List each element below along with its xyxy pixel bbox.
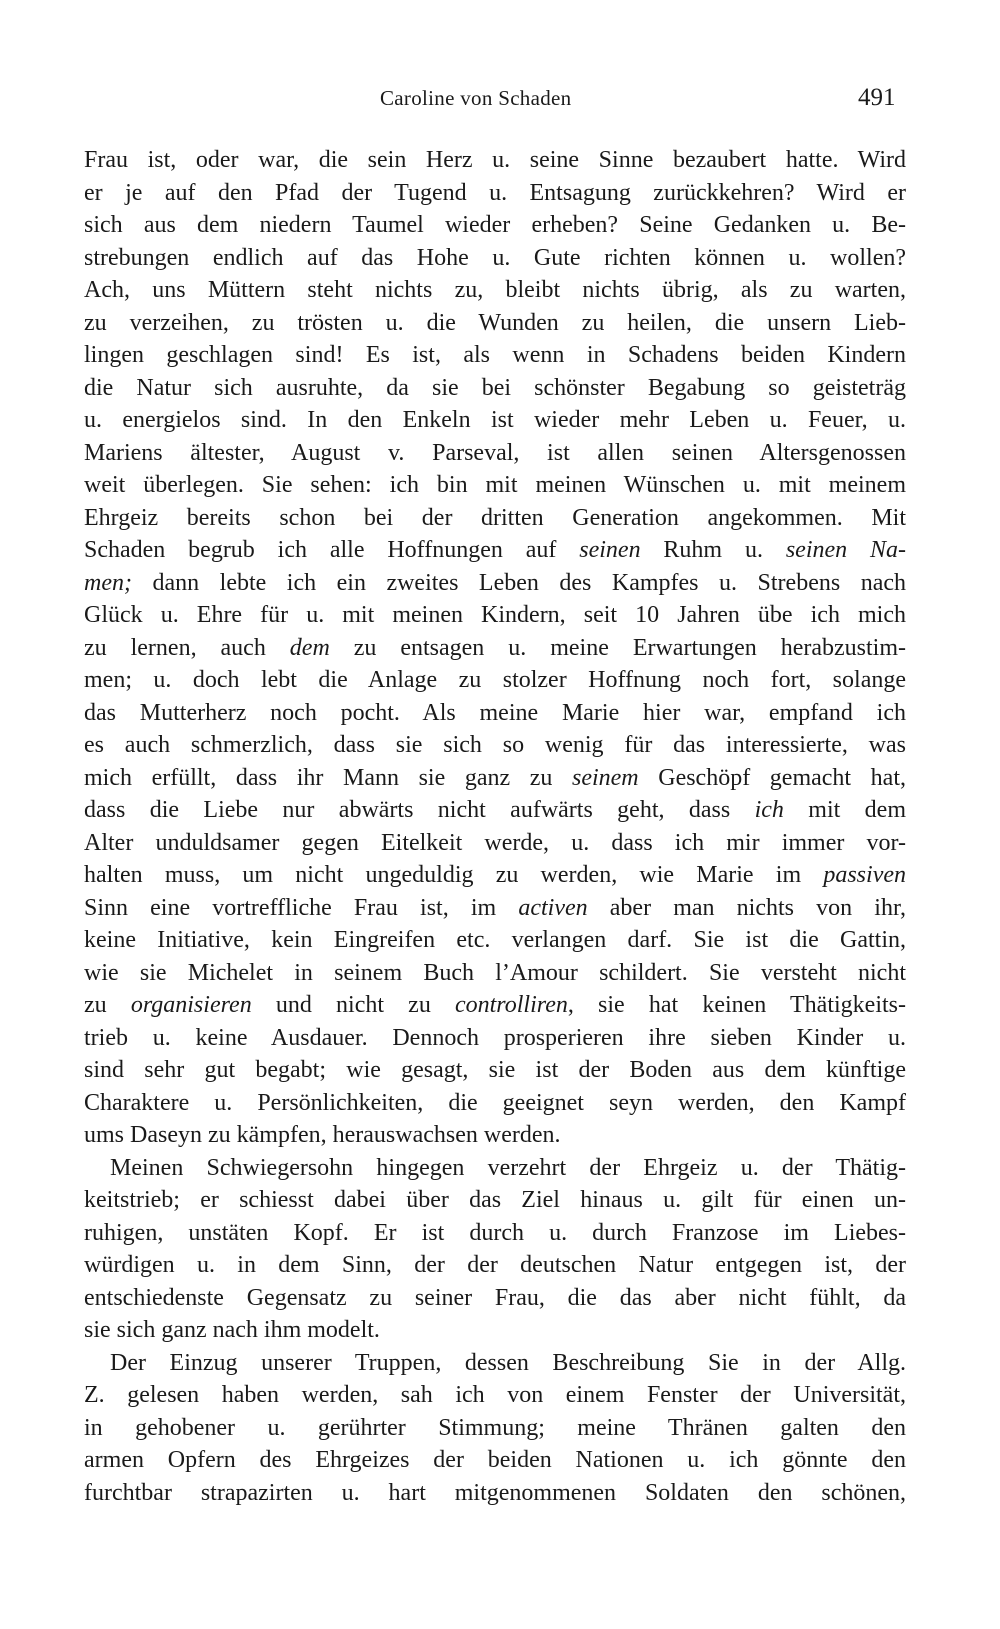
text-segment: halten muss, um nicht ungeduldig zu werden, wie Marie im xyxy=(84,862,824,888)
text-line: trieb u. keine Ausdauer. Dennoch prosperieren ihre sieben Kinder u. xyxy=(84,1024,906,1051)
text-line-with-italics xyxy=(84,989,906,1022)
italic-word: activen xyxy=(518,894,588,921)
text-segment: dass die Liebe nur abwärts nicht aufwärts geht, dass xyxy=(84,797,755,823)
text-segment: zu lernen, auch xyxy=(84,634,290,661)
body-text xyxy=(84,144,906,1509)
page-number: 491 xyxy=(858,84,896,111)
text-line: ums Daseyn zu kämpfen, herauswachsen werden. xyxy=(84,1122,561,1148)
text-segment: dann lebte ich ein zweites Leben des Kampfes u. Strebens nach xyxy=(131,569,906,596)
text-segment: mit dem xyxy=(783,797,906,823)
text-line: keitstrieb; er schiesst dabei über das Ziel hinaus u. gilt für einen un- xyxy=(84,1187,906,1213)
text-line-with-italics xyxy=(84,794,906,827)
italic-word: passiven xyxy=(823,862,906,888)
running-title: Caroline von Schaden xyxy=(380,86,572,110)
text-segment: Ruhm u. xyxy=(640,537,786,563)
text-segment: zu xyxy=(84,992,131,1018)
italic-word: men; xyxy=(84,569,132,596)
text-line: in gehobener u. gerührter Stimmung; meine Thränen galten den xyxy=(84,1414,906,1441)
text-line: furchtbar strapazirten u. hart mitgenommenen Soldaten den schönen, xyxy=(84,1479,906,1506)
text-segment: aber man nichts von ihr, xyxy=(587,894,906,921)
text-segment: Geschöpf gemacht hat, xyxy=(638,764,906,791)
text-line: wie sie Michelet in seinem Buch l’Amour schildert. Sie versteht nicht xyxy=(84,959,906,986)
text-line: Alter unduldsamer gegen Eitelkeit werde, u. dass ich mir immer vor- xyxy=(84,829,906,856)
italic-word: controlliren xyxy=(454,992,568,1018)
italic-word: ich xyxy=(754,797,784,823)
text-line-with-italics xyxy=(84,567,906,600)
italic-word: organisieren xyxy=(130,992,252,1018)
text-line: Der Einzug unserer Truppen, dessen Beschreibung Sie in der Allg. xyxy=(110,1349,906,1376)
italic-word: seinen Na- xyxy=(785,537,906,563)
text-line: Charaktere u. Persönlichkeiten, die geeignet seyn werden, den Kampf xyxy=(84,1089,906,1116)
text-line-with-italics xyxy=(84,892,906,925)
text-line: Frau ist, oder war, die sein Herz u. seine Sinne bezaubert hatte. Wird xyxy=(84,147,906,173)
text-line: sind sehr gut begabt; wie gesagt, sie ist der Boden aus dem künftige xyxy=(84,1057,906,1083)
italic-word: dem xyxy=(289,634,330,661)
text-line: sie sich ganz nach ihm modelt. xyxy=(84,1317,380,1343)
text-segment: Schaden begrub ich alle Hoffnungen auf xyxy=(84,537,580,563)
text-segment: Sinn eine vortreffliche Frau ist, im xyxy=(84,894,519,921)
text-line: die Natur sich ausruhte, da sie bei schönster Begabung so geisteträg xyxy=(84,374,906,401)
text-line: das Mutterherz noch pocht. Als meine Marie hier war, empfand ich xyxy=(84,699,906,726)
text-line: u. energielos sind. In den Enkeln ist wieder mehr Leben u. Feuer, u. xyxy=(84,407,906,433)
text-line-with-italics xyxy=(84,859,906,892)
text-line: weit überlegen. Sie sehen: ich bin mit meinen Wünschen u. mit meinem xyxy=(84,472,906,498)
italic-word: seinen xyxy=(579,537,641,563)
text-line: Z. gelesen haben werden, sah ich von einem Fenster der Universität, xyxy=(84,1382,906,1408)
text-line: Glück u. Ehre für u. mit meinen Kindern, seit 10 Jahren übe ich mich xyxy=(84,602,906,628)
text-line: Meinen Schwiegersohn hingegen verzehrt der Ehrgeiz u. der Thätig- xyxy=(110,1154,906,1181)
text-line: Ach, uns Müttern steht nichts zu, bleibt nichts übrig, als zu warten, xyxy=(84,277,906,303)
text-segment: und nicht zu xyxy=(251,992,455,1018)
text-line: würdigen u. in dem Sinn, der der deutschen Natur entgegen ist, der xyxy=(84,1252,906,1278)
text-segment: mich erfüllt, dass ihr Mann sie ganz zu xyxy=(84,764,572,791)
text-line: sich aus dem niedern Taumel wieder erheben? Seine Gedanken u. Be- xyxy=(84,212,906,238)
text-line: entschiedenste Gegensatz zu seiner Frau, die das aber nicht fühlt, da xyxy=(84,1284,906,1311)
italic-word: seinem xyxy=(571,764,639,791)
text-segment: , sie hat keinen Thätigkeits- xyxy=(567,992,906,1018)
text-line: strebungen endlich auf das Hohe u. Gute richten können u. wollen? xyxy=(84,244,906,271)
text-line-with-italics xyxy=(84,534,906,567)
text-line: Mariens ältester, August v. Parseval, ist allen seinen Altersgenossen xyxy=(84,439,906,466)
text-line: zu verzeihen, zu trösten u. die Wunden zu heilen, die unsern Lieb- xyxy=(84,309,906,336)
text-line: armen Opfern des Ehrgeizes der beiden Nationen u. ich gönnte den xyxy=(84,1447,906,1473)
text-segment: zu entsagen u. meine Erwartungen herabzustim- xyxy=(329,634,906,661)
text-line: er je auf den Pfad der Tugend u. Entsagung zurückkehren? Wird er xyxy=(84,179,906,206)
text-line: lingen geschlagen sind! Es ist, als wenn in Schadens beiden Kindern xyxy=(84,342,906,368)
text-line: es auch schmerzlich, dass sie sich so wenig für das interessierte, was xyxy=(84,732,906,758)
text-line: Ehrgeiz bereits schon bei der dritten Generation angekommen. Mit xyxy=(84,504,906,531)
text-line: keine Initiative, kein Eingreifen etc. verlangen darf. Sie ist die Gattin, xyxy=(84,927,906,953)
text-line-with-italics xyxy=(84,762,906,795)
text-line-with-italics xyxy=(84,632,906,665)
text-line: ruhigen, unstäten Kopf. Er ist durch u. durch Franzose im Liebes- xyxy=(84,1219,906,1246)
text-line: men; u. doch lebt die Anlage zu stolzer Hoffnung noch fort, solange xyxy=(84,667,906,693)
